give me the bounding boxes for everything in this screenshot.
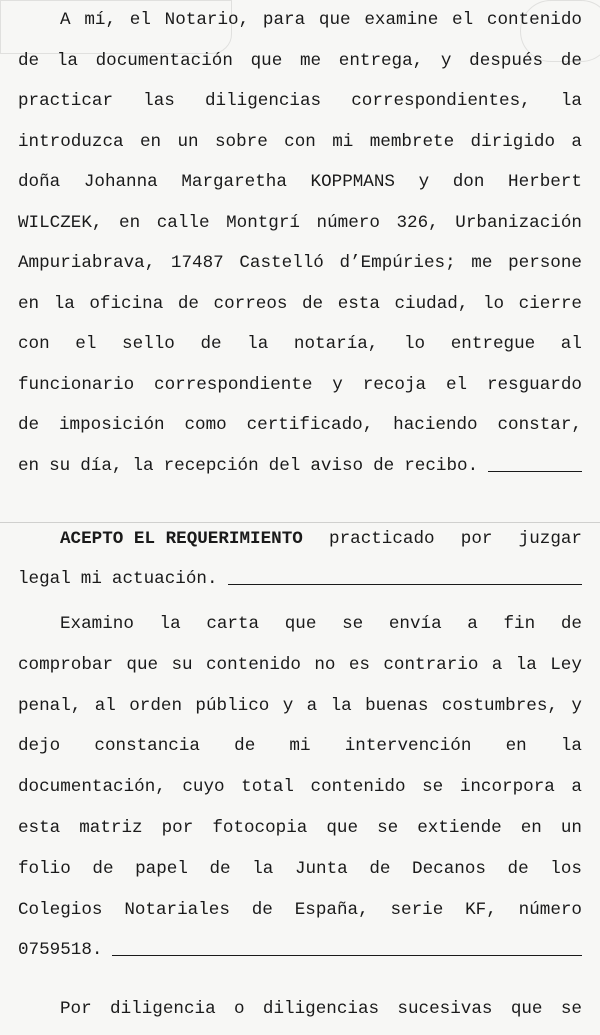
- text-line: [18, 939, 582, 961]
- word: se: [342, 614, 364, 634]
- word: Johanna: [83, 172, 158, 192]
- word: la: [560, 91, 582, 111]
- text-line: [18, 90, 582, 112]
- word: esta: [337, 293, 380, 314]
- word: haciendo: [393, 415, 478, 435]
- word: la: [159, 614, 181, 634]
- word: en: [119, 212, 141, 233]
- word: de: [560, 50, 582, 71]
- word: a: [571, 777, 582, 798]
- word: de: [373, 455, 395, 476]
- word: d’Empúries;: [339, 253, 456, 273]
- word: A: [60, 10, 71, 30]
- fill-rule: [488, 455, 582, 472]
- word: de: [369, 858, 391, 879]
- text-line: [60, 9, 582, 31]
- word: legal: [18, 569, 71, 589]
- word: es: [348, 654, 370, 675]
- word: la: [515, 654, 537, 675]
- word: persone: [508, 253, 582, 273]
- word: el: [452, 10, 474, 30]
- word: diligencias: [204, 91, 322, 111]
- text-line: [18, 333, 582, 355]
- word: incorpora: [459, 777, 555, 798]
- word: un: [560, 818, 582, 838]
- fill-rule: [112, 939, 582, 956]
- word: documentación: [95, 50, 233, 71]
- word: carta: [206, 614, 260, 634]
- word: por: [161, 818, 194, 838]
- word: mi: [332, 131, 354, 152]
- word: en: [139, 131, 162, 152]
- word: la: [252, 858, 274, 879]
- word: que: [250, 50, 283, 71]
- word: un: [177, 131, 199, 152]
- word: de: [200, 334, 222, 354]
- word: entrega,: [338, 50, 424, 71]
- word: Notariales: [124, 899, 230, 920]
- text-line: [18, 414, 582, 436]
- word: notaría,: [293, 334, 379, 354]
- word: por: [460, 529, 493, 549]
- word: no: [314, 654, 336, 675]
- word: Ley: [550, 654, 582, 675]
- word: introduzca: [18, 131, 124, 152]
- word: cuyo: [182, 777, 225, 798]
- word: el: [445, 374, 468, 395]
- word: KOPPMANS: [310, 172, 395, 192]
- word: para: [262, 10, 306, 30]
- word: don: [452, 172, 485, 192]
- word: con: [18, 334, 50, 354]
- word: de: [177, 293, 199, 314]
- text-line: [18, 858, 582, 880]
- word: entregue: [450, 334, 536, 354]
- word: constancia: [94, 736, 200, 757]
- text-line: [18, 735, 582, 757]
- word: dejo: [18, 736, 61, 757]
- text-line: [18, 817, 582, 839]
- word: contenido: [205, 654, 301, 675]
- word: y: [282, 695, 294, 716]
- word: aviso: [310, 455, 364, 476]
- word: contenido: [486, 10, 582, 30]
- word: costumbres,: [441, 695, 558, 716]
- word: me: [471, 253, 493, 273]
- word: al: [560, 334, 582, 354]
- word: KF,: [465, 899, 497, 920]
- text-line: [18, 374, 582, 396]
- word: WILCZEK,: [18, 212, 103, 233]
- word: mi: [289, 736, 311, 757]
- word: la: [56, 50, 78, 71]
- word: a: [571, 131, 582, 152]
- word: 17487: [170, 253, 224, 273]
- word: lo: [482, 293, 505, 314]
- word: que: [326, 818, 359, 838]
- word: diligencias: [262, 999, 380, 1019]
- text-line: [18, 455, 582, 477]
- text-line: [18, 776, 582, 798]
- text-line: [18, 171, 582, 193]
- word: examine: [364, 10, 439, 30]
- word: que: [126, 654, 159, 675]
- word: Margaretha: [181, 172, 287, 192]
- word: fotocopia: [212, 818, 308, 838]
- word: la: [247, 334, 269, 354]
- word: papel: [135, 858, 188, 879]
- word: Urbanización: [455, 212, 582, 233]
- word: al: [94, 695, 116, 716]
- word: recepción: [163, 455, 259, 476]
- word: comprobar: [18, 654, 114, 675]
- word: certificado,: [246, 415, 374, 435]
- word: de: [234, 736, 256, 757]
- word: envía: [388, 614, 442, 634]
- word: recoja: [362, 374, 427, 395]
- word: funcionario: [18, 374, 135, 395]
- word: ciudad,: [394, 293, 469, 314]
- word: del: [268, 455, 301, 476]
- word: y: [418, 172, 430, 192]
- word: fin: [503, 614, 536, 634]
- word: público: [195, 695, 270, 716]
- word: número: [316, 212, 380, 233]
- word: después: [469, 50, 544, 71]
- word: orden: [129, 695, 183, 716]
- word: y: [332, 374, 343, 395]
- word: de: [302, 293, 324, 314]
- word: resguardo: [486, 374, 582, 395]
- text-line: [18, 252, 582, 274]
- word: se: [422, 777, 444, 798]
- word: serie: [390, 899, 444, 920]
- word: intervención: [344, 736, 472, 757]
- word: el: [75, 334, 97, 354]
- word: en: [505, 736, 527, 757]
- word: número: [518, 899, 582, 920]
- text-line: [18, 899, 582, 921]
- word: en: [520, 818, 542, 838]
- word: su: [171, 654, 193, 675]
- word: Junta: [294, 858, 348, 879]
- bold-lead: ACEPTO EL REQUERIMIENTO: [60, 529, 303, 549]
- word: esta: [18, 818, 61, 838]
- word: en: [18, 293, 40, 314]
- word: sobre: [214, 131, 268, 152]
- word: cierre: [518, 293, 582, 314]
- word: correspondientes,: [351, 91, 531, 111]
- word: total: [241, 777, 294, 798]
- word: matriz: [79, 818, 143, 838]
- word: como: [184, 415, 227, 435]
- word: dirigido: [470, 131, 556, 152]
- word: lo: [403, 334, 426, 354]
- word: correspondiente: [154, 374, 313, 395]
- word: contrario: [383, 654, 479, 675]
- word: la: [330, 695, 352, 716]
- word: actuación.: [111, 569, 218, 589]
- word: Examino: [60, 614, 134, 634]
- word: mí,: [84, 10, 117, 30]
- paper-fold-line: [0, 522, 600, 523]
- word: en: [18, 455, 40, 476]
- word: extiende: [417, 818, 502, 838]
- word: Herbert: [508, 172, 582, 192]
- word: y: [440, 50, 452, 71]
- word: la: [132, 455, 154, 476]
- word: correos: [213, 293, 288, 314]
- word: su: [49, 455, 71, 476]
- word: oficina: [89, 293, 164, 314]
- word: a: [491, 654, 503, 675]
- word: Montgrí: [226, 212, 300, 233]
- word: sucesivas: [397, 999, 493, 1019]
- word: de: [507, 858, 529, 879]
- word: practicar: [18, 91, 114, 111]
- word: recibo.: [404, 455, 479, 476]
- word: los: [550, 858, 582, 879]
- text-line: [18, 568, 582, 590]
- word: contenido: [310, 777, 406, 798]
- word: que: [318, 10, 351, 30]
- word: calle: [156, 212, 210, 233]
- word: de: [251, 899, 273, 920]
- text-line: [60, 528, 582, 550]
- word: el: [129, 10, 151, 30]
- word: juzgar: [518, 529, 582, 549]
- word: que: [284, 614, 317, 634]
- text-line: [18, 131, 582, 153]
- word: Decanos: [412, 858, 486, 879]
- text-line: [18, 212, 582, 234]
- word: sello: [122, 334, 175, 354]
- word: la: [53, 293, 75, 314]
- word: la: [560, 736, 582, 757]
- word: a: [467, 614, 478, 634]
- text-line: [60, 998, 582, 1020]
- word: día,: [80, 455, 123, 476]
- word: practicado: [329, 529, 435, 549]
- word: de: [560, 614, 582, 634]
- fill-rule: [228, 568, 582, 585]
- word: Ampuriabrava,: [18, 253, 156, 273]
- text-line: [18, 50, 582, 72]
- text-line: [18, 293, 582, 315]
- word: que: [510, 999, 543, 1019]
- word: mi: [80, 569, 102, 589]
- word: Castelló: [239, 253, 324, 273]
- word: España,: [294, 899, 369, 920]
- word: 326,: [396, 212, 439, 233]
- text-line: [18, 695, 582, 717]
- word: de: [209, 858, 231, 879]
- word: se: [377, 818, 399, 838]
- word: las: [143, 91, 175, 111]
- word: o: [234, 999, 245, 1019]
- word: 0759518.: [18, 940, 103, 961]
- word: documentación,: [18, 777, 166, 798]
- word: folio: [18, 858, 71, 879]
- word: doña: [18, 172, 61, 192]
- word: diligencia: [110, 999, 216, 1019]
- word: de: [18, 50, 40, 71]
- word: de: [18, 415, 40, 435]
- word: constar,: [497, 415, 582, 435]
- word: Notario,: [164, 10, 250, 30]
- word: con: [284, 131, 316, 152]
- word: Por: [60, 999, 92, 1019]
- word: penal,: [18, 695, 82, 716]
- word: y: [571, 695, 582, 716]
- word: Colegios: [18, 899, 103, 920]
- word: buenas: [365, 695, 429, 716]
- word: de: [92, 858, 114, 879]
- word: me: [299, 50, 322, 71]
- word: membrete: [369, 131, 455, 152]
- text-line: [18, 654, 582, 676]
- text-line: [60, 613, 582, 635]
- word: a: [306, 695, 318, 716]
- word: se: [560, 999, 582, 1019]
- word: imposición: [59, 415, 165, 435]
